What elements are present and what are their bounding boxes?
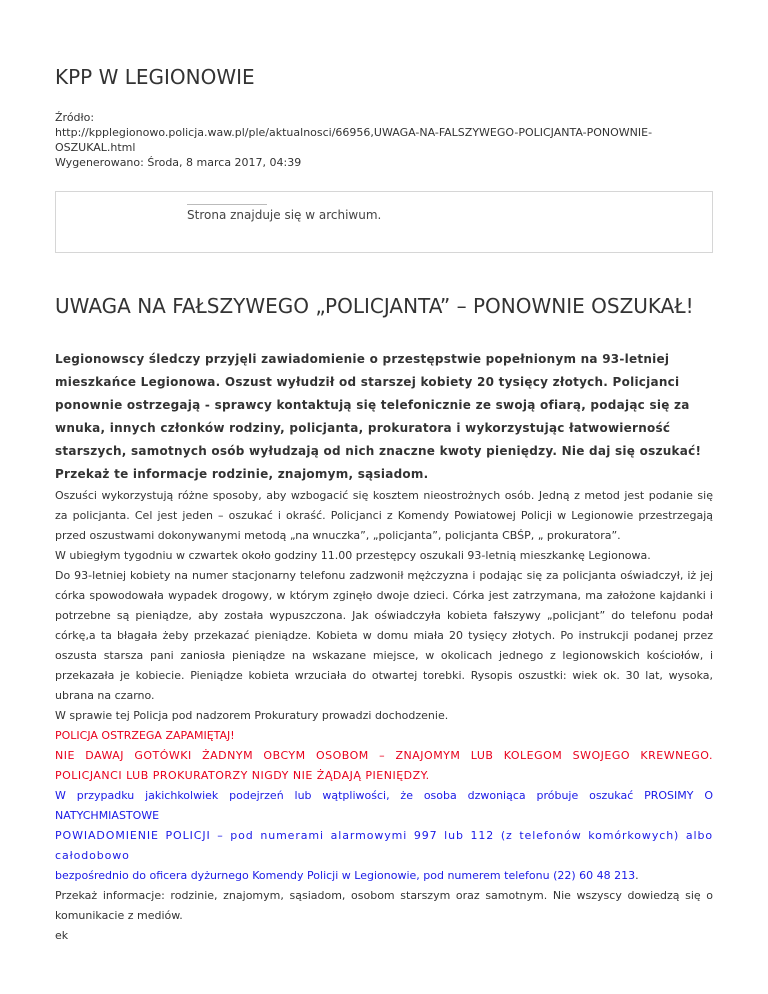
paragraph-methods: Oszuści wykorzystują różne sposoby, aby wzbogacić się kosztem nieostrożnych osób. Jedną z metod jest podanie się za policjanta. Cel jest jeden – oszukać i okraść. Policjanci z Komendy Powiatowej Policji w Legionowie przestrzegają przed oszustwami dokonywanymi metodą „na wnuczka”, „policjanta”, policjanta CBŚP, „ prokuratora”. [55, 489, 713, 542]
paragraph-share: Przekaż informacje: rodzinie, znajomym, sąsiadom, osobom starszym oraz samotnym. Nie wszyscy dowiedzą się o komunikacie z mediów. [55, 889, 713, 922]
paragraph-details: Do 93-letniej kobiety na numer stacjonarny telefonu zadzwonił mężczyzna i podając się za policjanta oświadczył, iż jej córka spowodowała wypadek drogowy, w którym zginęło dwoje dzieci. Córka jest zatrzymana, ma założone kajdanki i potrzebne są pieniądze, aby została wypuszczona. Jak oświadczyła kobieta fałszywy „policjant” do telefonu podał córkę,a ta błagała żeby przekazać pieniądze. Kobieta w domu miała 20 tysięcy złotych. Po instrukcji podanej przez oszusta starsza pani zaniosła pieniądze na wskazane miejsce, w okolicach jednego z legionowskich kościołów, i przekazała je kobiecie. Pieniądze kobieta wrzuciała do otwartej torebki. Rysopis oszustki: wiek ok. 30 lat, wysoka, ubrana na czarno. [55, 569, 713, 702]
contact-line-2: POWIADOMIENIE POLICJI – pod numerami alarmowymi 997 lub 112 (z telefonów komórkowych) albo całodobowo [55, 829, 713, 862]
generated-date: Wygenerowano: Środa, 8 marca 2017, 04:39 [55, 156, 302, 169]
paragraph-investigation: W sprawie tej Policja pod nadzorem Prokuratury prowadzi dochodzenie. [55, 709, 449, 722]
archive-notice-box [55, 191, 713, 253]
article-title: UWAGA NA FAŁSZYWEGO „POLICJANTA” – PONOWNIE OSZUKAŁ! [55, 294, 694, 318]
archive-divider [187, 204, 267, 205]
warning-heading: POLICJA OSTRZEGA ZAPAMIĘTAJ! [55, 729, 235, 742]
source-url[interactable]: http://kpplegionowo.policja.waw.pl/ple/aktualnosci/66956,UWAGA-NA-FALSZYWEGO-POLICJANTA-PONOWNIE-OSZUKAL.html [55, 126, 653, 154]
archive-notice: Strona znajduje się w archiwum. [187, 208, 382, 222]
paragraph-incident: W ubiegłym tygodniu w czwartek około godziny 11.00 przestępcy oszukali 93-letnią mieszkankę Legionowa. [55, 549, 651, 562]
contact-line-3: bezpośrednio do oficera dyżurnego Komendy Policji w Legionowie, pod numerem telefonu (22) 60 48 213 [55, 869, 636, 882]
meta-block [55, 110, 713, 170]
site-title: KPP W LEGIONOWIE [55, 65, 255, 89]
contact-line-3-end: . [635, 869, 639, 882]
author-initials: ek [55, 929, 69, 942]
article-lead: Legionowscy śledczy przyjęli zawiadomienie o przestępstwie popełnionym na 93-letniej mieszkańce Legionowa. Oszust wyłudził od starszej kobiety 20 tysięcy złotych. Policjanci ponownie ostrzegają - sprawcy kontaktują się telefonicznie ze swoją ofiarą, podając się za wnuka, innych członków rodziny, policjanta, prokuratora i wykorzystując łatwowierność starszych, samotnych osób wyłudzają od nich znaczne kwoty pieniędzy. Nie daj się oszukać! Przekaż te informacje rodzinie, znajomym, sąsiadom. [55, 352, 702, 481]
contact-instructions [55, 786, 713, 886]
contact-line-1: W przypadku jakichkolwiek podejrzeń lub wątpliwości, że osoba dzwoniąca próbuje oszukać PROSIMY O NATYCHMIASTOWE [55, 789, 713, 822]
warning-text: NIE DAWAJ GOTÓWKI ŻADNYM OBCYM OSOBOM – ZNAJOMYM LUB KOLEGOM SWOJEGO KREWNEGO. POLICJANCI LUB PROKURATORZY NIGDY NIE ŻĄDAJĄ PIENIĘDZY. [55, 749, 713, 782]
source-label: Źródło: [55, 111, 95, 124]
